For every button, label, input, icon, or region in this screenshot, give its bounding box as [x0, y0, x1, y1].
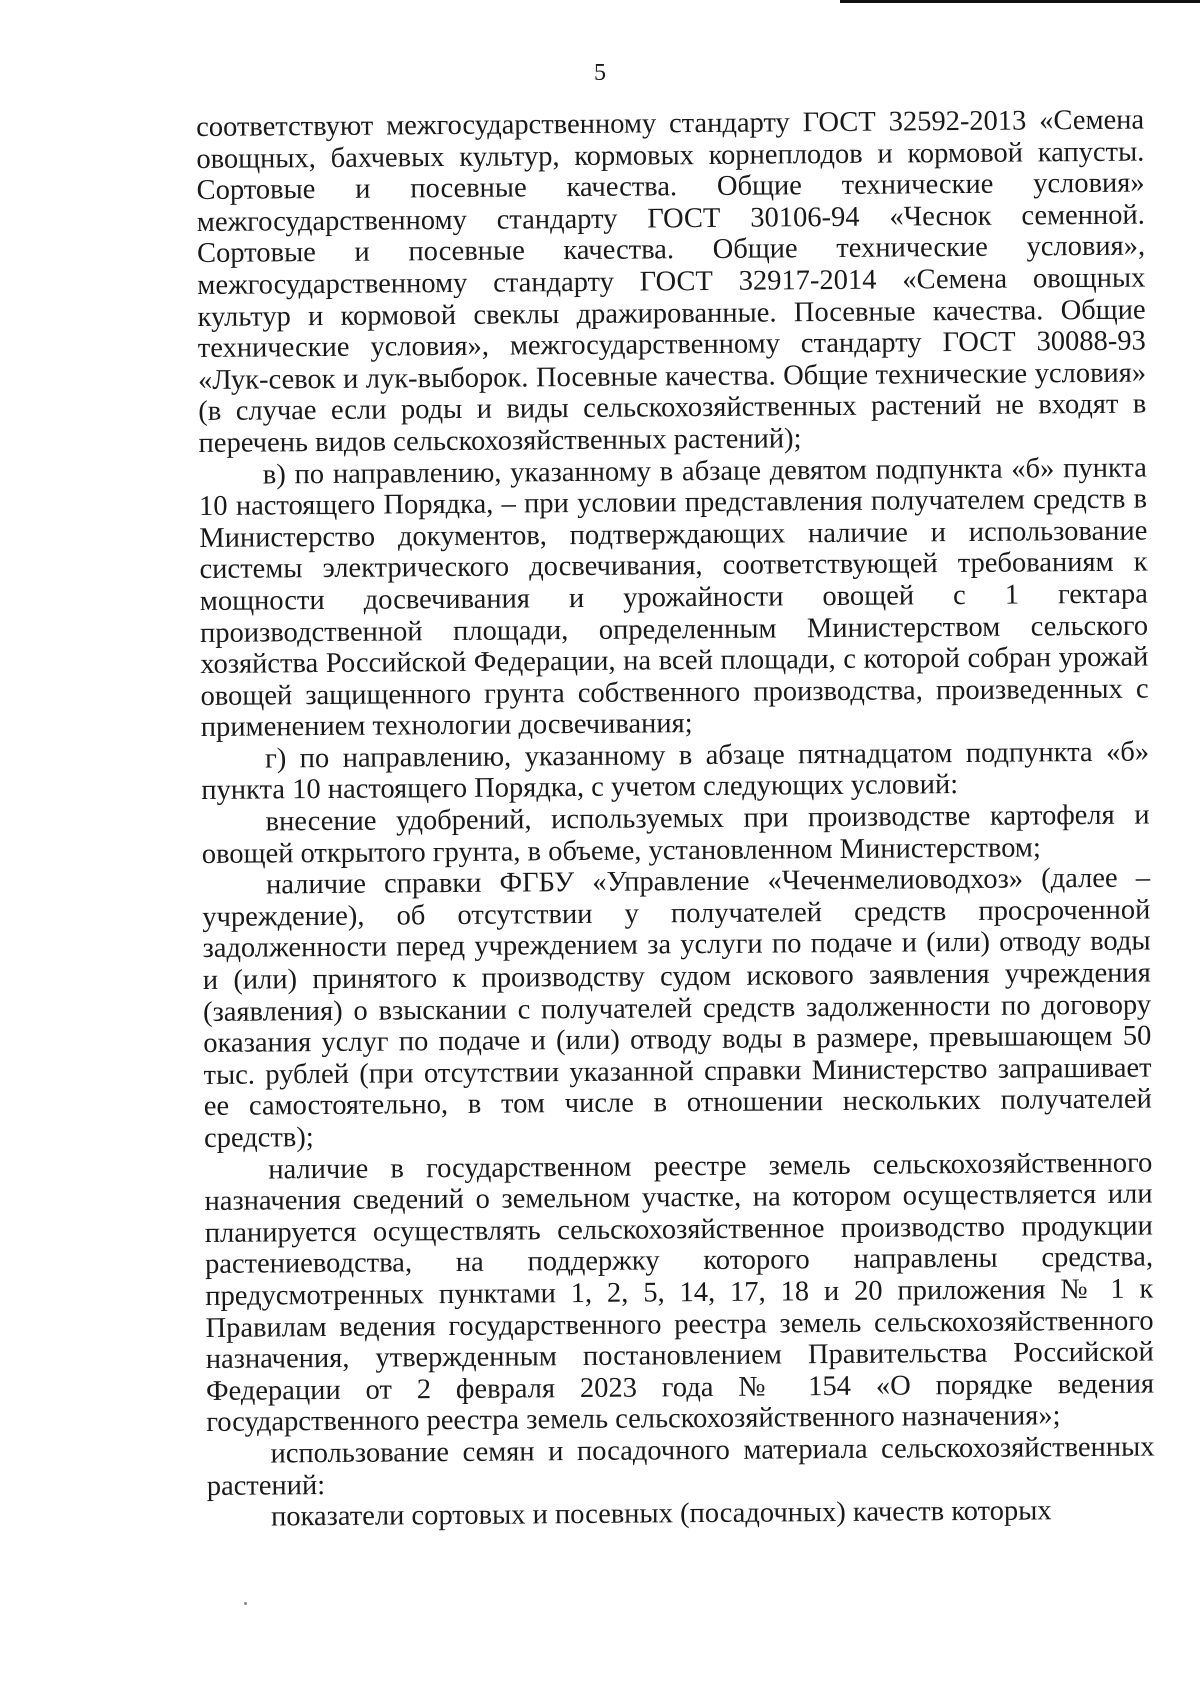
scan-speck [244, 1602, 247, 1605]
paragraph-fertilizers: внесение удобрений, используемых при производстве картофеля и овощей открытого грунта, в объеме, установленном Министерством; [201, 799, 1150, 870]
scan-edge-line [840, 0, 1200, 3]
paragraph-g-conditions: г) по направлению, указанному в абзаце пятнадцатом подпункта «б» пункта 10 настоящего Порядка, с учетом следующих условий: [201, 736, 1150, 807]
paragraph-seeds-usage: использование семян и посадочного материала сельскохозяйственных растений: [206, 1431, 1155, 1502]
paragraph-seed-quality: показатели сортовых и посевных (посадочных) качеств которых [270, 1495, 1052, 1533]
paragraph-gost-standards: соответствуют межгосударственному стандарту ГОСТ 32592-2013 «Семена овощных, бахчевых культур, кормовых корнеплодов и кормовой капусты. Сортовые и посевные качества. Общие технические условия» межгосударственному стандарту ГОСТ 30106-94 «Чеснок семенной. Сортовые и посевные качества. Общие технические условия», межгосударственному стандарту ГОСТ 32917-2014 «Семена овощных культур и кормовой свеклы дражированные. Посевные качества. Общие технические условия», межгосударственному стандарту ГОСТ 30088-93 «Лук-севок и лук-выборок. Посевные качества. Общие технические условия» (в случае если роды и виды сельскохозяйственных растений не входят в перечень видов сельскохозяйственных растений); [196, 104, 1147, 459]
document-body [196, 105, 1155, 1534]
paragraph-land-registry: наличие в государственном реестре земель сельскохозяйственного назначения сведений о земельном участке, на котором осуществляется или планируется осуществлять сельскохозяйственное производство продукции растениеводства, на поддержку которого направлены средства, предусмотренных пунктами 1, 2, 5, 14, 17, 18 и 20 приложения № 1 к Правилам ведения государственного реестра земель сельскохозяйственного назначения, утвержденным постановлением Правительства Российской Федерации от 2 февраля 2023 года № 154 «О порядке ведения государственного реестра земель сельскохозяйственного назначения»; [204, 1147, 1155, 1439]
page-number: 5 [594, 60, 606, 86]
paragraph-fgbu-certificate: наличие справки ФГБУ «Управление «Чеченмелиоводхоз» (далее – учреждение), об отсутствии у получателей средств просроченной задолженности перед учреждением за услуги по подаче и (или) отводу воды и (или) принятого к производству судом искового заявления учреждения (заявления) о взыскании с получателей средств задолженности по договору оказания услуг по подаче и (или) отводу воды в размере, превышающем 50 тыс. рублей (при отсутствии указанной справки Министерство запрашивает ее самостоятельно, в том числе в отношении нескольких получателей средств); [202, 862, 1152, 1154]
paragraph-v-lighting: в) по направлению, указанному в абзаце девятом подпункта «б» пункта 10 настоящего Порядка, – при условии представления получателем средств в Министерство документов, подтверждающих наличие и использование системы электрического досвечивания, соответствующей требованиям к мощности досвечивания и урожайности овощей с 1 гектара производственной площади, определенным Министерством сельского хозяйства Российской Федерации, на всей площади, с которой собран урожай овощей защищенного грунта собственного производства, произведенных с применением технологии досвечивания; [198, 452, 1149, 744]
